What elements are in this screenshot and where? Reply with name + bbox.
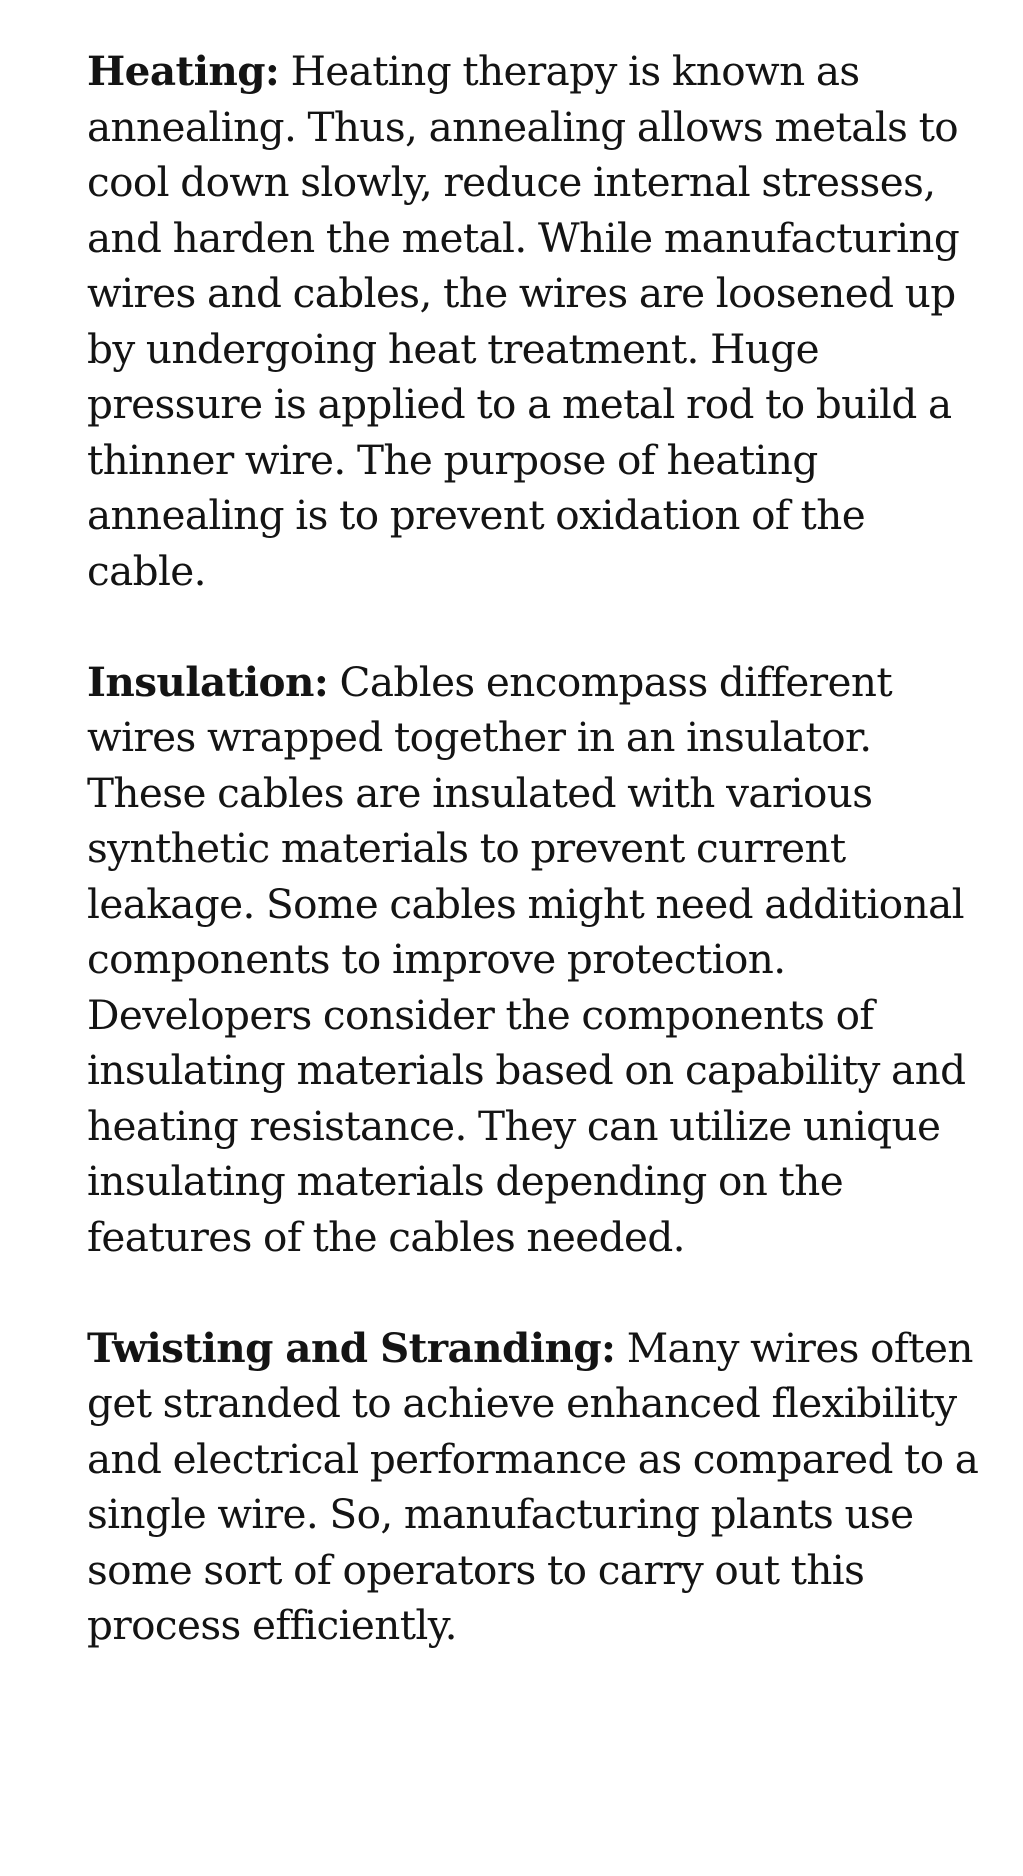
section-text-heating: Heating therapy is known as annealing. Thus, annealing allows metals to cool down slowly, reduce internal stresses, and harden the metal. While manufacturing wires and cables, the wires are loosened up by undergoing heat treatment. Huge pressure is applied to a metal rod to build a thinner wire. The purpose of heating annealing is to prevent oxidation of the cable. [87,47,960,595]
section-term-twisting-stranding: Twisting and Stranding: [87,1323,616,1372]
section-text-insulation: Cables encompass different wires wrapped together in an insulator. These cables are insulated with various synthetic materials to prevent current leakage. Some cables might need additional components to improve protection. Developers consider the components of insulating materials based on capability and heating resistance. They can utilize unique insulating materials depending on the features of the cables needed. [87,657,966,1261]
section-text-twisting-stranding: Many wires often get stranded to achieve enhanced flexibility and electrical performance as compared to a single wire. So, manufacturing plants use some sort of operators to carry out this process efficiently. [87,1323,979,1649]
section-term-insulation: Insulation: [87,657,329,706]
section-insulation [87,655,987,1266]
article-body [87,44,987,1709]
section-twisting-stranding [87,1321,987,1654]
section-term-heating: Heating: [87,47,280,95]
section-heating [87,44,987,599]
